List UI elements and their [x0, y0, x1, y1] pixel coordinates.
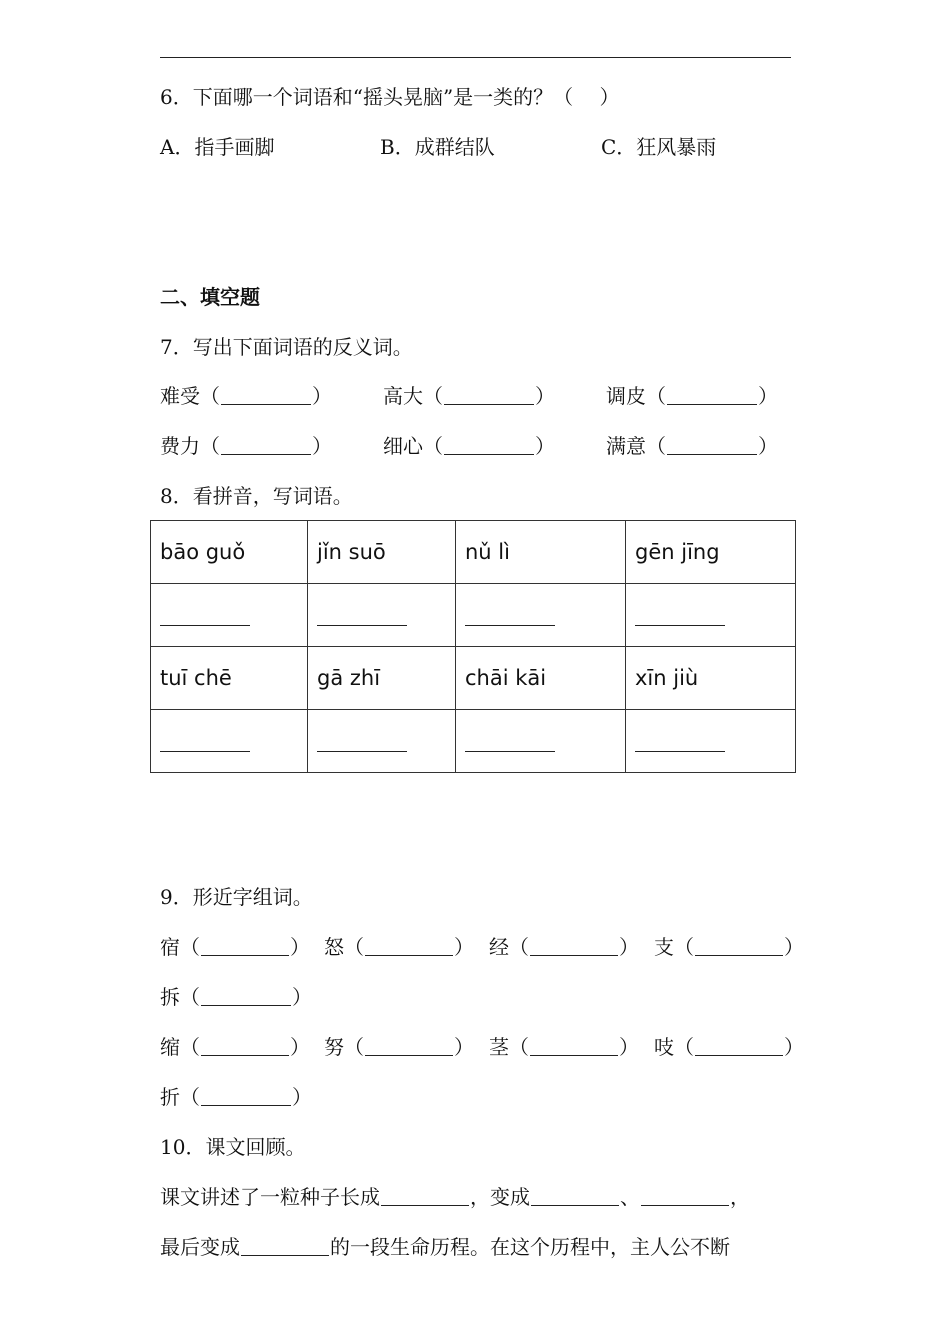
- pinyin-cell: xīn jiù: [626, 647, 796, 710]
- text: 课文讲述了一粒种子长成: [160, 1185, 380, 1209]
- q10-question: 10．课文回顾。: [160, 1135, 306, 1159]
- text: ，: [730, 1185, 750, 1209]
- answer-row: [151, 710, 796, 773]
- top-rule: [160, 57, 791, 58]
- pinyin-cell: gēn jīng: [626, 521, 796, 584]
- answer-blank[interactable]: [201, 1085, 291, 1106]
- pinyin-row: [151, 521, 796, 584]
- answer-blank[interactable]: [667, 384, 757, 405]
- answer-blank[interactable]: [201, 935, 289, 956]
- answer-blank[interactable]: [201, 1035, 289, 1056]
- text: 最后变成: [160, 1235, 240, 1259]
- pinyin-cell: bāo guǒ: [151, 521, 308, 584]
- q8-question: 8．看拼音，写词语。: [160, 484, 353, 508]
- q10-line-1: [160, 1183, 750, 1211]
- antonym-item: 细心（ ）: [383, 434, 555, 458]
- answer-blank[interactable]: [444, 434, 534, 455]
- pinyin-table: [150, 520, 796, 773]
- char-item: 宿（ ）: [160, 935, 310, 959]
- char-item: 缩（ ）: [160, 1035, 310, 1059]
- char-item: 怒（ ）: [324, 935, 474, 959]
- answer-blank[interactable]: [221, 434, 311, 455]
- answer-blank[interactable]: [667, 434, 757, 455]
- answer-blank[interactable]: [695, 935, 783, 956]
- section-title: 二、填空题: [160, 285, 260, 309]
- answer-blank[interactable]: [465, 599, 555, 626]
- char: 经: [489, 935, 509, 959]
- pinyin-cell: tuī chē: [151, 647, 308, 710]
- char: 支: [654, 935, 674, 959]
- q6-option-a[interactable]: A．指手画脚: [160, 135, 275, 159]
- antonym-item: 费力（ ）: [160, 434, 332, 458]
- answer-cell[interactable]: [151, 584, 308, 647]
- antonym-item: 难受（ ）: [160, 384, 332, 408]
- char-item: 吱（ ）: [654, 1035, 804, 1059]
- answer-blank[interactable]: [317, 725, 407, 752]
- antonym-word: 高大: [383, 384, 423, 408]
- char: 努: [324, 1035, 344, 1059]
- answer-cell[interactable]: [456, 584, 626, 647]
- antonym-word: 细心: [383, 434, 423, 458]
- answer-blank[interactable]: [317, 599, 407, 626]
- char: 茎: [489, 1035, 509, 1059]
- answer-blank[interactable]: [201, 985, 291, 1006]
- q9-question: 9．形近字组词。: [160, 885, 313, 909]
- pinyin-cell: jǐn suō: [308, 521, 456, 584]
- antonym-item: 高大（ ）: [383, 384, 555, 408]
- answer-blank[interactable]: [160, 725, 250, 752]
- antonym-word: 调皮: [606, 384, 646, 408]
- char-item: 折（ ）: [160, 1085, 312, 1109]
- answer-row: [151, 584, 796, 647]
- answer-blank[interactable]: [365, 935, 453, 956]
- answer-cell[interactable]: [626, 584, 796, 647]
- char-item: 支（ ）: [654, 935, 804, 959]
- q6-question: 6．下面哪一个词语和“摇头晃脑”是一类的？（ ）: [160, 85, 620, 109]
- pinyin-cell: chāi kāi: [456, 647, 626, 710]
- q6-option-c[interactable]: C．狂风暴雨: [601, 135, 717, 159]
- char: 折: [160, 1085, 180, 1109]
- answer-blank[interactable]: [160, 599, 250, 626]
- answer-cell[interactable]: [626, 710, 796, 773]
- answer-blank[interactable]: [530, 1035, 618, 1056]
- answer-blank[interactable]: [444, 384, 534, 405]
- answer-blank[interactable]: [465, 725, 555, 752]
- answer-blank[interactable]: [635, 725, 725, 752]
- answer-blank[interactable]: [381, 1185, 469, 1206]
- pinyin-cell: gā zhī: [308, 647, 456, 710]
- char-item: 经（ ）: [489, 935, 639, 959]
- pinyin-row: [151, 647, 796, 710]
- antonym-word: 费力: [160, 434, 200, 458]
- text: 的一段生命历程。在这个历程中，主人公不断: [330, 1235, 730, 1259]
- answer-cell[interactable]: [151, 710, 308, 773]
- answer-blank[interactable]: [365, 1035, 453, 1056]
- char: 缩: [160, 1035, 180, 1059]
- answer-cell[interactable]: [308, 710, 456, 773]
- answer-blank[interactable]: [635, 599, 725, 626]
- answer-blank[interactable]: [241, 1235, 329, 1256]
- answer-blank[interactable]: [530, 935, 618, 956]
- q6-option-b[interactable]: B．成群结队: [380, 135, 495, 159]
- char: 宿: [160, 935, 180, 959]
- antonym-word: 满意: [606, 434, 646, 458]
- antonym-word: 难受: [160, 384, 200, 408]
- antonym-item: 调皮（ ）: [606, 384, 778, 408]
- answer-blank[interactable]: [641, 1185, 729, 1206]
- q7-question: 7．写出下面词语的反义词。: [160, 335, 413, 359]
- char: 吱: [654, 1035, 674, 1059]
- answer-blank[interactable]: [695, 1035, 783, 1056]
- q10-line-2: [160, 1233, 730, 1261]
- antonym-item: 满意（ ）: [606, 434, 778, 458]
- answer-cell[interactable]: [456, 710, 626, 773]
- answer-blank[interactable]: [221, 384, 311, 405]
- pinyin-cell: nǔ lì: [456, 521, 626, 584]
- char-item: 茎（ ）: [489, 1035, 639, 1059]
- char-item: 拆（ ）: [160, 985, 312, 1009]
- answer-blank[interactable]: [531, 1185, 619, 1206]
- char: 怒: [324, 935, 344, 959]
- char: 拆: [160, 985, 180, 1009]
- char-item: 努（ ）: [324, 1035, 474, 1059]
- text: 、: [620, 1185, 640, 1209]
- answer-cell[interactable]: [308, 584, 456, 647]
- text: ，变成: [470, 1185, 530, 1209]
